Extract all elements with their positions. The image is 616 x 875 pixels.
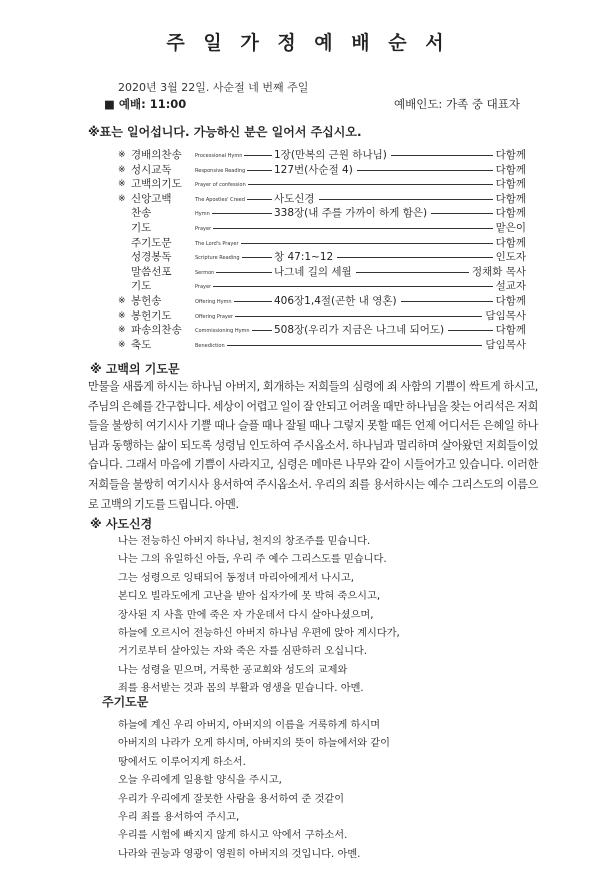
order-item-leader: 다함께 [495, 192, 526, 205]
order-item-english: Prayer of confession [195, 182, 246, 189]
order-item-english: The Apostles' Creed [195, 196, 245, 203]
leader-line [252, 330, 272, 331]
order-row [118, 250, 526, 265]
order-item-content: 창 47:1~12 [274, 251, 334, 264]
leader-line [337, 257, 493, 258]
order-item-leader: 다함께 [495, 149, 526, 161]
leader-line [248, 184, 493, 185]
text-line: 나는 성령을 믿으며, 거룩한 공교회와 성도의 교제와 [118, 664, 348, 676]
text-line: 그는 성령으로 잉태되어 동정녀 마리아에게서 나시고, [118, 572, 354, 584]
order-item-content: 나그네 길의 세월 [274, 265, 352, 278]
order-row [118, 206, 526, 221]
leader-line [227, 345, 482, 346]
order-item-english: Benediction [195, 342, 225, 349]
order-item-leader: 인도자 [495, 251, 526, 264]
order-item-english: The Lord's Prayer [195, 240, 239, 247]
order-item-leader: 다함께 [495, 207, 526, 220]
stand-marker: ※ [118, 325, 126, 336]
order-item-leader: 담임목사 [485, 338, 526, 351]
order-item-leader: 다함께 [495, 294, 526, 307]
order-item-content: 1장(만복의 근원 하나님) [274, 149, 387, 161]
order-item-content: 406장1,4절(곤한 내 영혼) [274, 294, 397, 307]
text-line: 나라와 권능과 영광이 영원히 아버지의 것입니다. 아멘. [118, 848, 361, 860]
order-item-content: 338장(내 주를 가까이 하게 함은) [274, 207, 428, 220]
text-line: 우리가 우리에게 잘못한 사람을 용서하여 준 것같이 [118, 793, 345, 805]
order-item-content: 127번(사순절 4) [274, 163, 353, 176]
leader-line [247, 170, 272, 171]
lords-prayer-text [118, 717, 390, 864]
order-item-leader: 다함께 [495, 236, 526, 249]
order-item-leader: 다함께 [495, 324, 526, 337]
leader-line [213, 228, 493, 229]
text-line: 본디오 빌라도에게 고난을 받아 십자가에 못 박혀 죽으시고, [118, 591, 381, 603]
page-title: 주 일 가 정 예 배 순 서 [166, 32, 450, 54]
text-line: 우리 죄를 용서하여 주시고, [118, 812, 240, 824]
order-item-name: 성시교독 [131, 163, 172, 176]
order-row [118, 148, 526, 163]
order-item-leader: 담임목사 [485, 309, 526, 322]
order-of-worship [118, 148, 526, 352]
text-line: 하늘에 오르시어 전능하신 아버지 하나님 우편에 앉아 계시다가, [118, 628, 400, 640]
leader-line [242, 257, 272, 258]
order-item-name: 고백의기도 [131, 178, 182, 191]
creed-text [118, 533, 400, 699]
order-item-name: 경배의찬송 [131, 149, 182, 161]
leader-line [448, 330, 493, 331]
order-item-name: 신앙고백 [131, 192, 172, 205]
stand-marker: ※ [118, 295, 126, 306]
leader-line [241, 243, 493, 244]
text-line: 죄를 용서받는 것과 몸의 부활과 영생을 믿습니다. 아멘. [118, 683, 364, 695]
order-item-english: Processional Hymn [195, 153, 243, 159]
text-line: 나는 그의 유일하신 아들, 우리 주 예수 그리스도를 믿습니다. [118, 554, 387, 566]
order-item-name: 말씀선포 [131, 265, 172, 278]
leader-line [235, 316, 482, 317]
order-item-english: Commissioning Hymn [195, 328, 250, 335]
leader-line [357, 170, 493, 171]
order-row [118, 323, 526, 338]
order-item-content: 사도신경 [274, 192, 315, 205]
order-item-name: 축도 [131, 338, 152, 351]
stand-marker: ※ [118, 179, 126, 190]
order-item-english: Hymn [195, 211, 210, 218]
order-row [118, 163, 526, 178]
order-item-english: Sermon [195, 269, 215, 276]
order-item-english: Prayer [195, 284, 212, 291]
leader-line [212, 213, 272, 214]
service-date: 2020년 3월 22일. 사순절 네 번째 주일 [118, 81, 309, 94]
lords-prayer-heading: 주기도문 [102, 695, 149, 709]
order-item-english: Scripture Reading [195, 255, 240, 262]
order-item-name: 봉헌기도 [131, 309, 172, 322]
text-line: 나는 전능하신 아버지 하나님, 천지의 창조주를 믿습니다. [118, 536, 371, 547]
text-line: 장사된 지 사흘 만에 죽은 자 가운데서 다시 살아나셨으며, [118, 609, 374, 621]
order-item-name: 성경봉독 [131, 251, 172, 264]
stand-marker: ※ [118, 310, 126, 321]
stand-marker: ※ [118, 193, 126, 204]
text-line: 하늘에 계신 우리 아버지, 아버지의 이름을 거룩하게 하시며 [118, 720, 381, 731]
order-item-name: 봉헌송 [131, 294, 162, 307]
leader-line [247, 199, 272, 200]
leader-line [356, 272, 469, 273]
order-item-leader: 다함께 [495, 163, 526, 176]
order-item-leader: 맡은이 [495, 221, 526, 234]
order-item-name: 기도 [131, 280, 152, 293]
order-row [118, 309, 526, 324]
confession-heading: ※ 고백의 기도문 [90, 362, 180, 376]
confession-text: 만물을 새롭게 하시는 하나님 아버지, 회개하는 저희들의 심령에 죄 사함의 기쁨이 싹트게 하시고, 주님의 은혜를 간구합니다. 세상이 어렵고 일이 잘 안되고 어려울 때만 하나님을 찾는 어리석은 저희들을 불쌍히 여기시사 기쁠 때나 슬플 때나 잘될 때나 그렇지 못할 때든 언제 어디서든 은혜일 하나님과 동행하는 삶이 되도록 성령님 인도하여 주시옵소서. 하나님과 멀리하며 살아왔던 저희들이었습니다. 그래서 마음에 기쁨이 사라지고, 심령은 메마른 나무와 같이 시들어가고 있습니다. 이러한 저희들을 불쌍히 여기시사 용서하여 주시옵소서. 우리의 죄를 용서하시는 예수 그리스도의 이름으로 고백의 기도를 드립니다. 아멘. [88, 380, 538, 511]
leader-line [244, 155, 272, 156]
order-item-name: 파송의찬송 [131, 324, 182, 337]
creed-heading: ※ 사도신경 [90, 517, 153, 531]
order-item-name: 기도 [131, 221, 152, 234]
order-item-leader: 설교자 [495, 280, 526, 293]
order-row [118, 192, 526, 207]
order-row [118, 279, 526, 294]
leader-line [319, 199, 493, 200]
service-time: ■ 예배: 11:00 [104, 97, 187, 111]
leader-line [431, 213, 493, 214]
stand-marker: ※ [118, 164, 126, 175]
leader-line [216, 272, 272, 273]
order-row [118, 265, 526, 280]
stand-marker: ※ [118, 339, 126, 350]
text-line: 우리를 시험에 빠지지 않게 하시고 악에서 구하소서. [118, 830, 348, 842]
order-item-name: 찬송 [131, 207, 152, 220]
leader-line [391, 155, 493, 156]
service-leader: 예배인도: 가족 중 대표자 [394, 97, 520, 111]
order-item-leader: 다함께 [495, 178, 526, 191]
leader-line [401, 301, 493, 302]
order-item-name: 주기도문 [131, 236, 172, 249]
stand-marker: ※ [118, 150, 126, 160]
order-item-english: Offering Prayer [195, 313, 233, 320]
order-row [118, 338, 526, 353]
order-item-leader: 정채화 목사 [471, 265, 526, 278]
text-line: 오늘 우리에게 일용할 양식을 주시고, [118, 775, 282, 787]
standing-note: ※표는 일어섭니다. 가능하신 분은 일어서 주십시오. [88, 125, 362, 139]
leader-line [213, 286, 493, 287]
order-item-english: Prayer [195, 225, 212, 232]
leader-line [234, 301, 272, 302]
order-row [118, 294, 526, 309]
order-item-english: Responsive Reading [195, 167, 246, 174]
order-row [118, 236, 526, 251]
text-line: 거기로부터 살아있는 자와 죽은 자를 심판하러 오십니다. [118, 646, 368, 658]
order-row [118, 177, 526, 192]
order-item-content: 508장(우리가 지금은 나그네 되어도) [274, 324, 445, 337]
order-item-english: Offering Hymn [195, 298, 232, 305]
text-line: 아버지의 나라가 오게 하시며, 아버지의 뜻이 하늘에서와 같이 [118, 738, 390, 750]
order-row [118, 221, 526, 236]
text-line: 땅에서도 이루어지게 하소서. [118, 756, 246, 768]
